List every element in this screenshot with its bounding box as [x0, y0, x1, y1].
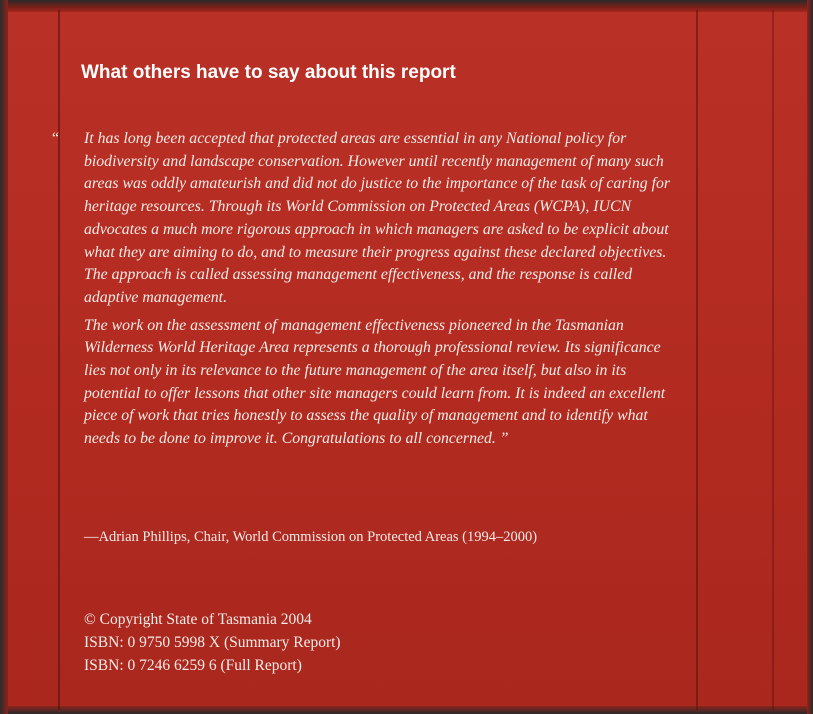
quote-attribution: —Adrian Phillips, Chair, World Commission on Protected Areas (1994–2000) [84, 529, 538, 545]
case-left-edge [0, 0, 8, 714]
testimonial-quote [52, 128, 672, 456]
case-bottom-edge [0, 706, 813, 714]
copyright-line: © Copyright State of Tasmania 2004 [84, 611, 312, 628]
open-quote-mark: “ [52, 130, 60, 147]
quote-paragraph-1-text: It has long been accepted that protected areas are essential in any National policy for biodiversity and landscape conservation. However until recently management of many such areas was oddly amateurish and did not do justice to the importance of the task of caring for heritage resources. Through its World Commission on Protected Areas (WCPA), IUCN advocates a much more rigorous approach in which managers are asked to be explicit about what they are aiming to do, and to measure their progress against these declared objectives. The approach is called assessing management effectiveness, and the response is called adaptive management. [84, 130, 671, 306]
right-fold-line [772, 10, 774, 710]
quote-paragraph-2: The work on the assessment of management effectiveness pioneered in the Tasmanian Wilderness World Heritage Area represents a thorough professional review. Its significance lies not only in its relevance to the future management of the area itself, but also in its potential to offer lessons that other site managers could learn from. It is indeed an excellent piece of work that tries honestly to assess the quality of management and to identify what needs to be done to improve it. Congratulations to all concerned. ” [84, 316, 666, 448]
page-heading: What others have to say about this report [81, 62, 456, 83]
case-right-edge [807, 0, 813, 714]
case-top-edge [0, 0, 813, 12]
hinge-fold-line [696, 10, 698, 710]
isbn-summary-line: ISBN: 0 9750 5998 X (Summary Report) [84, 634, 341, 651]
quote-paragraph-1 [52, 128, 672, 310]
spine-fold-line [58, 10, 60, 710]
copyright-block [84, 608, 584, 677]
isbn-full-line: ISBN: 0 7246 6259 6 (Full Report) [84, 657, 302, 674]
